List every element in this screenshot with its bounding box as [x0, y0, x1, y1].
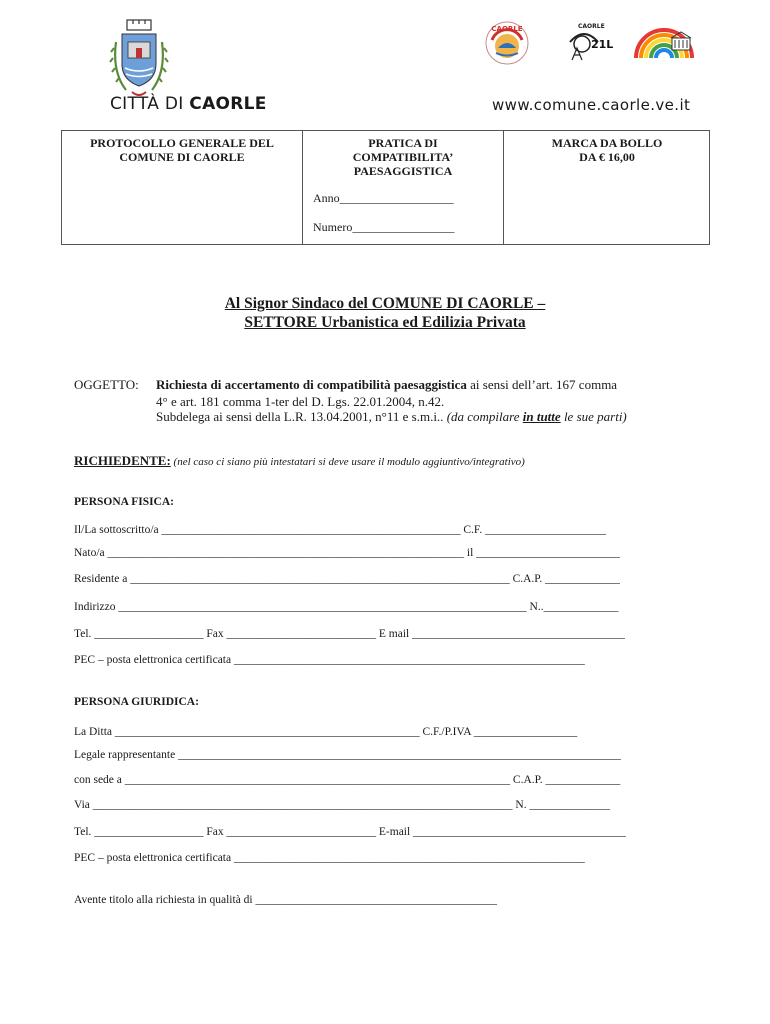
addressee-heading — [60, 294, 710, 332]
oggetto-line-2: 4° e art. 181 comma 1-ter del D. Lgs. 22.01.2004, n.42. — [156, 394, 445, 409]
avente-titolo-field[interactable]: Avente titolo alla richiesta in qualità di __________________________________________ — [74, 894, 497, 906]
oggetto-rest: ai sensi dell’art. 167 comma — [466, 377, 618, 392]
pg-contacts-field[interactable]: Tel. ___________________ Fax __________________________ E-mail _____________________________________ — [74, 826, 626, 838]
oggetto-label: OGGETTO: — [74, 377, 139, 392]
pg-sede-field[interactable]: con sede a ___________________________________________________________________ C.A.P. _____________ — [74, 774, 621, 786]
city-name: CAORLE — [189, 94, 267, 114]
addressee-line-1: Al Signor Sindaco del COMUNE DI CAORLE – — [224, 295, 546, 312]
persona-giuridica-title: PERSONA GIURIDICA: — [74, 696, 199, 708]
pg-pec-field[interactable]: PEC – posta elettronica certificata _____________________________________________________________ — [74, 852, 585, 864]
stamp-cell — [504, 131, 710, 244]
caorle-circle-logo-icon — [484, 20, 530, 66]
oggetto-line-1 — [156, 377, 617, 393]
anno-field[interactable]: Anno___________________ — [313, 191, 454, 205]
header-table — [61, 130, 710, 245]
oggetto-bold: Richiesta di accertamento di compatibilità paesaggistica — [156, 377, 467, 392]
rainbow-arc-logo-icon — [630, 18, 700, 60]
addressee-line-2: SETTORE Urbanistica ed Edilizia Privata — [244, 314, 526, 331]
stamp-line-2: DA € 16,00 — [579, 150, 635, 164]
numero-field[interactable]: Numero_________________ — [313, 220, 455, 234]
agenda21-small-text: CAORLE — [578, 23, 605, 30]
agenda21-text: 21L — [591, 38, 614, 51]
website-text: www.comune.caorle.ve.it — [492, 96, 691, 114]
agenda21-logo-icon — [560, 20, 614, 64]
pf-nato-field[interactable]: Nato/a ______________________________________________________________ il _________________________ — [74, 547, 620, 559]
practice-line-2: COMPATIBILITA’ — [352, 150, 454, 164]
caorle-logo-text: CAORLE — [491, 25, 523, 33]
richiedente-line — [74, 453, 525, 469]
stamp-line-1: MARCA DA BOLLO — [551, 136, 663, 150]
protocol-cell — [62, 131, 303, 244]
city-prefix: CITTÀ DI — [110, 94, 184, 114]
practice-line-1: PRATICA DI — [368, 136, 438, 150]
pf-contacts-field[interactable]: Tel. ___________________ Fax __________________________ E mail _____________________________________ — [74, 628, 625, 640]
pf-sottoscritto-field[interactable]: Il/La sottoscritto/a ____________________________________________________ C.F. _____________________ — [74, 524, 606, 536]
protocol-line-1: PROTOCOLLO GENERALE DEL — [90, 136, 274, 150]
pf-residente-field[interactable]: Residente a __________________________________________________________________ C.A.P. _____________ — [74, 573, 620, 585]
pg-via-field[interactable]: Via _________________________________________________________________________ N. ______________ — [74, 799, 610, 811]
persona-fisica-title: PERSONA FISICA: — [74, 496, 175, 508]
caorle-crest-icon — [108, 18, 170, 102]
pf-pec-field[interactable]: PEC – posta elettronica certificata _____________________________________________________________ — [74, 654, 585, 666]
pg-legale-field[interactable]: Legale rappresentante _____________________________________________________________________________ — [74, 749, 621, 761]
oggetto-line-3: Subdelega ai sensi della L.R. 13.04.2001, n°11 e s.m.i.. (da compilare in tutte le sue parti) — [156, 409, 627, 424]
richiedente-note: (nel caso ci siano più intestatari si deve usare il modulo aggiuntivo/integrativo) — [170, 456, 525, 468]
protocol-line-2: COMUNE DI CAORLE — [119, 150, 245, 164]
pf-indirizzo-field[interactable]: Indirizzo _______________________________________________________________________ N.._____________ — [74, 601, 619, 613]
richiedente-label: RICHIEDENTE: — [74, 453, 171, 468]
city-title — [110, 94, 267, 114]
pg-ditta-field[interactable]: La Ditta _____________________________________________________ C.F./P.IVA __________________ — [74, 726, 578, 738]
practice-cell — [303, 131, 504, 244]
practice-line-3: PAESAGGISTICA — [353, 164, 453, 178]
